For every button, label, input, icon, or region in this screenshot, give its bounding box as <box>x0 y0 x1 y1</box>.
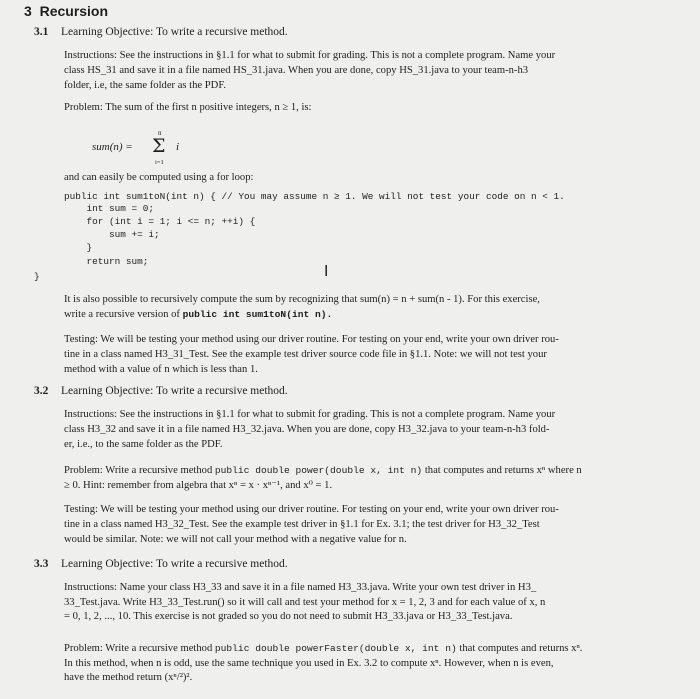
code-line: } <box>64 242 93 253</box>
s32-problem <box>64 463 675 493</box>
text-line: It is also possible to recursively compute the sum by recognizing that sum(n) = n + sum(n - 1). For this exercise, <box>64 294 540 305</box>
s31-instructions <box>64 48 675 93</box>
sigma-lower: i=1 <box>155 159 164 166</box>
s31-recursive <box>64 292 675 322</box>
method-signature: public double powerFaster(double x, int n) <box>214 643 457 654</box>
s33-instructions <box>64 581 675 625</box>
code-line: for (int i = 1; i <= n; ++i) { <box>64 216 256 227</box>
loop-intro: and can easily be computed using a for loop: <box>64 172 254 183</box>
text-line <box>64 642 675 657</box>
text-line: class H3_32 and save it in a file named H3_32.java. When you are done, copy H3_32.java to your team-n-h3 fold- <box>64 424 550 435</box>
text-line <box>64 307 675 322</box>
text-line: er, i.e., to the same folder as the PDF. <box>64 439 223 450</box>
text-line: Instructions: See the instructions in §1.1 for what to submit for grading. This is not a complete program. Name your <box>64 409 556 420</box>
text-span: Problem: Write a recursive method <box>64 643 213 654</box>
text-line: In this method, when n is odd, use the same technique you used in Ex. 3.2 to compute xⁿ. However, when n is even, <box>64 657 554 669</box>
code-line: int sum = 0; <box>64 203 155 214</box>
text-line: method with a value of n which is less than 1. <box>64 364 258 375</box>
section-heading <box>24 3 108 19</box>
subsection-number: 3.2 <box>34 385 49 397</box>
subsection-title: Learning Objective: To write a recursive method. <box>61 385 288 397</box>
text-line: Testing: We will be testing your method using our driver routine. For testing on your end, write your own driver rou- <box>64 334 559 345</box>
subsection-number: 3.1 <box>34 26 49 38</box>
s32-instructions <box>64 407 675 452</box>
code-line: } <box>34 271 40 282</box>
sigma-upper: n <box>158 129 162 137</box>
subsection-title: Learning Objective: To write a recursive method. <box>61 26 288 38</box>
method-signature: public double power(double x, int n) <box>214 465 423 476</box>
code-line: public int sum1toN(int n) { // You may assume n ≥ 1. We will not test your code on n < 1. <box>64 191 565 202</box>
text-line: ≥ 0. Hint: remember from algebra that xⁿ = x · xⁿ⁻¹, and x⁰ = 1. <box>64 480 333 491</box>
text-cursor-icon: I <box>324 262 329 280</box>
text-span: Problem: Write a recursive method <box>64 465 213 476</box>
section-title: Recursion <box>39 3 109 19</box>
text-line: 33_Test.java. Write H3_33_Test.run() so it will call and test your method for x = 1, 2, 3 and for each value of x, n <box>64 596 546 608</box>
sum-equation <box>92 129 212 166</box>
text-line: tine in a class named H3_32_Test. See the example test driver in §1.1 for Ex. 3.1; the test driver for H3_32_Test <box>64 519 540 530</box>
text-line: Instructions: See the instructions in §1.1 for what to submit for grading. This is not a complete program. Name your <box>64 50 556 61</box>
subsection-title: Learning Objective: To write a recursive method. <box>61 558 288 570</box>
text-line: folder, i.e, the same folder as the PDF. <box>64 80 227 91</box>
text-line: Testing: We will be testing your method using our driver routine. For testing on your end, write your own driver rou- <box>64 504 559 515</box>
text-line: = 0, 1, 2, ..., 10. This exercise is not graded so you do not need to submit H3_33.java or H3_33_Test.java. <box>64 611 513 622</box>
s31-problem: Problem: The sum of the first n positive integers, n ≥ 1, is: <box>64 102 312 113</box>
section-number: 3 <box>24 3 32 19</box>
text-line: would be similar. Note: we will not call your method with a negative value for n. <box>64 534 407 545</box>
text-line: class HS_31 and save it in a file named HS_31.java. When you are done, copy HS_31.java to your team-n-h3 <box>64 65 529 76</box>
s31-testing <box>64 332 675 377</box>
text-line: have the method return (xⁿ/²)². <box>64 672 193 683</box>
code-line: return sum; <box>64 256 149 267</box>
subsection-number: 3.3 <box>34 558 49 570</box>
method-signature: public int sum1toN(int n). <box>182 309 333 320</box>
s33-problem <box>64 642 675 686</box>
text-line: Instructions: Name your class H3_33 and save it in a file named H3_33.java. Write your own test driver in H3_ <box>64 582 537 593</box>
code-line: sum += i; <box>64 229 160 240</box>
sigma-symbol: Σ <box>152 135 166 157</box>
text-line: tine in a class named H3_31_Test. See the example test driver source code file in §1.1. Note: we will not test your <box>64 349 547 360</box>
s32-testing <box>64 502 675 547</box>
equation-lhs: sum(n) = <box>92 141 133 153</box>
text-span: write a recursive version of <box>64 309 180 320</box>
text-span: that computes and returns xⁿ where n <box>424 465 582 476</box>
sigma-term: i <box>176 141 180 153</box>
text-line <box>64 463 675 478</box>
text-span: that computes and returns xⁿ. <box>459 643 583 654</box>
